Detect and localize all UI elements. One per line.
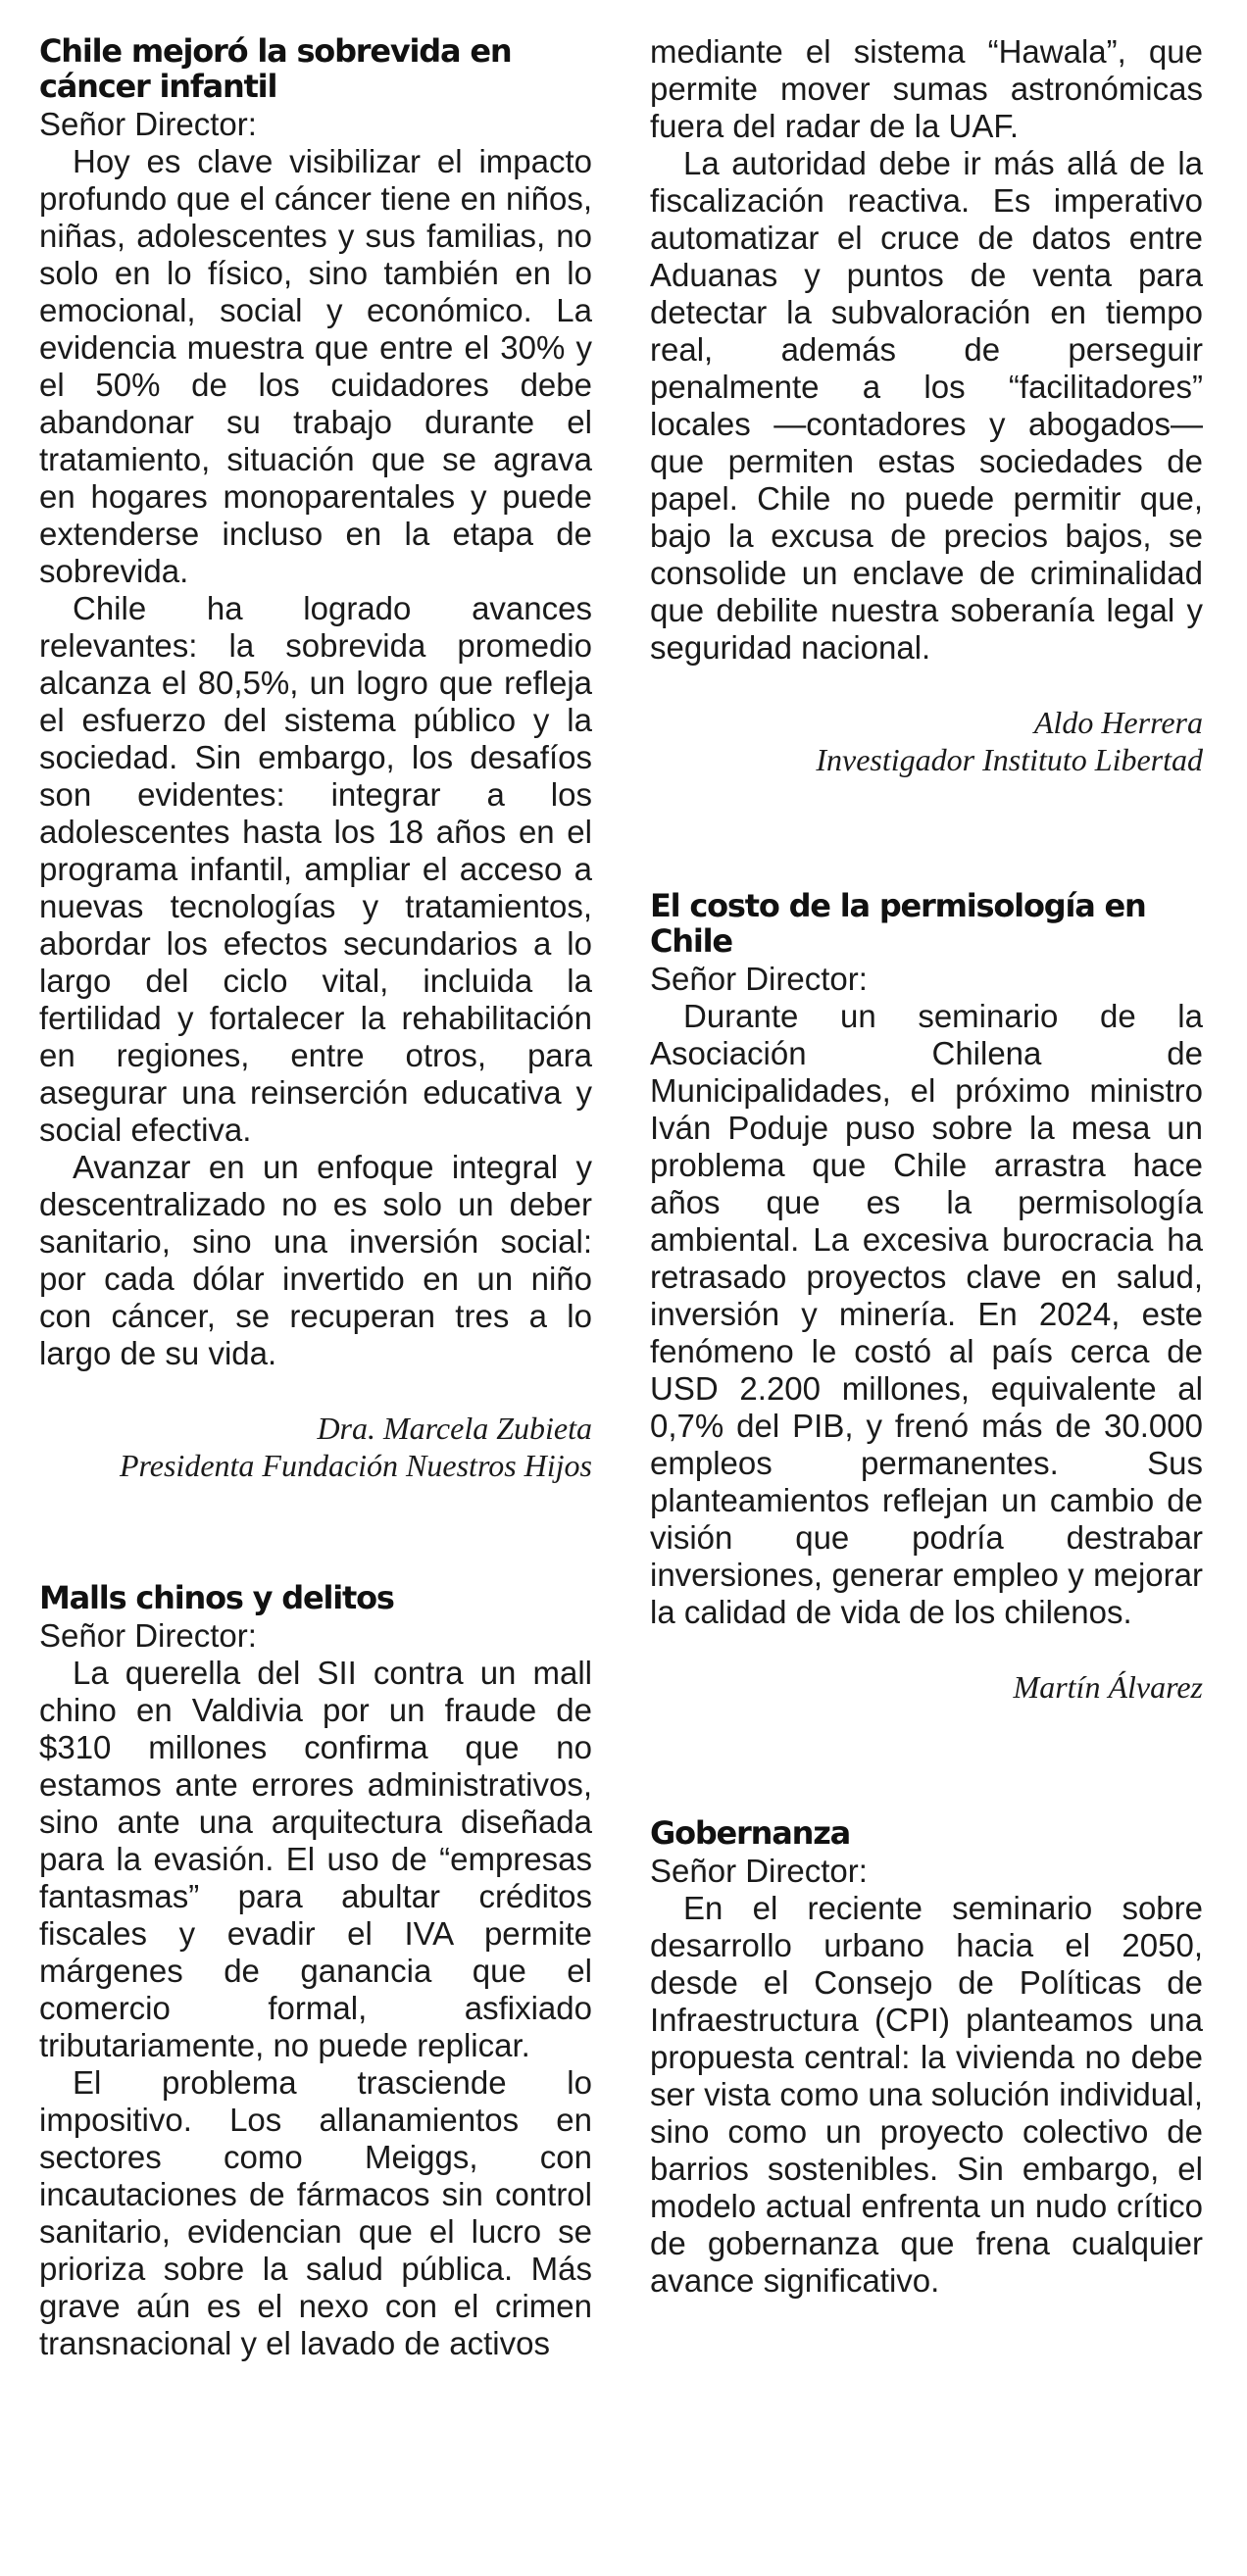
signature-name: Martín Álvarez <box>1013 1669 1203 1705</box>
paragraph: Avanzar en un enfoque integral y descentralizado no es solo un deber sanitario, sino una inversión social: por cada dólar invertido en un niño con cáncer, se recuperan tres a lo largo de su vida. <box>39 1149 592 1371</box>
paragraph: La autoridad debe ir más allá de la fiscalización reactiva. Es imperativo automatizar el cruce de datos entre Aduanas y puntos de venta para detectar la subvaloración en tiempo real, además de perseguir penalmente a los “facilitadores” locales —contadores y abogados— que permiten estas sociedades de papel. Chile no puede permitir que, bajo la excusa de precios bajos, se consolide un enclave de criminalidad que debilite nuestra soberanía legal y seguridad nacional. <box>650 145 1203 666</box>
signature-title: Presidenta Fundación Nuestros Hijos <box>119 1448 592 1483</box>
salutation: Señor Director: <box>650 1853 868 1889</box>
letter-malls-chinos <box>39 1580 592 2362</box>
signature-title: Investigador Instituto Libertad <box>816 742 1203 777</box>
salutation: Señor Director: <box>650 961 868 997</box>
right-column <box>650 33 1203 2300</box>
paragraph: Chile ha logrado avances relevantes: la sobrevida promedio alcanza el 80,5%, un logro que refleja el esfuerzo del sistema público y la sociedad. Sin embargo, los desafíos son evidentes: integrar a los adolescentes hasta los 18 años en el programa infantil, ampliar el acceso a nuevas tecnologías y tratamientos, abordar los efectos secundarios a lo largo del ciclo vital, incluida la fertilidad y fortalecer la rehabilitación en regiones, entre otros, para asegurar una reinserción educativa y social efectiva. <box>39 590 592 1148</box>
signature <box>650 1668 1203 1706</box>
paragraph: El problema trasciende lo impositivo. Los allanamientos en sectores como Meiggs, con incautaciones de fármacos sin control sanitario, evidencian que el lucro se prioriza sobre la salud pública. Más grave aún es el nexo con el crimen transnacional y el lavado de activos <box>39 2064 592 2361</box>
salutation: Señor Director: <box>39 1617 257 1654</box>
signature <box>39 1410 592 1484</box>
paragraph: Hoy es clave visibilizar el impacto profundo que el cáncer tiene en niños, niñas, adolescentes y sus familias, no solo en lo físico, sino también en lo emocional, social y económico. La evidencia muestra que entre el 30% y el 50% de los cuidadores debe abandonar su trabajo durante el tratamiento, situación que se agrava en hogares monoparentales y puede extenderse incluso en la etapa de sobrevida. <box>39 143 592 589</box>
signature <box>650 704 1203 778</box>
letter-permisologia <box>650 888 1203 1706</box>
signature-name: Aldo Herrera <box>1033 705 1203 740</box>
letter-cancer-infantil <box>39 33 592 1484</box>
signature-name: Dra. Marcela Zubieta <box>317 1411 592 1446</box>
letter-malls-chinos-continued <box>650 33 1203 778</box>
headline: Chile mejoró la sobrevida en cáncer infantil <box>39 32 512 105</box>
letter-gobernanza <box>650 1815 1203 2300</box>
left-column <box>39 33 592 2362</box>
headline: Malls chinos y delitos <box>39 1579 394 1616</box>
paragraph: Durante un seminario de la Asociación Chilena de Municipalidades, el próximo ministro Iván Poduje puso sobre la mesa un problema que Chile arrastra hace años que es la permisología ambiental. La excesiva burocracia ha retrasado proyectos clave en salud, inversión y minería. En 2024, este fenómeno le costó al país cerca de USD 2.200 millones, equivalente al 0,7% del PIB, y frenó más de 30.000 empleos permanentes. Sus planteamientos reflejan un cambio de visión que podría destrabar inversiones, generar empleo y mejorar la calidad de vida de los chilenos. <box>650 998 1203 1630</box>
paragraph-continued: mediante el sistema “Hawala”, que permite mover sumas astronómicas fuera del radar de la UAF. <box>650 33 1203 144</box>
headline: El costo de la permisología en Chile <box>650 887 1146 960</box>
salutation: Señor Director: <box>39 106 257 142</box>
paragraph: La querella del SII contra un mall chino en Valdivia por un fraude de $310 millones confirma que no estamos ante errores administrativos, sino ante una arquitectura diseñada para la evasión. El uso de “empresas fantasmas” para abultar créditos fiscales y evadir el IVA permite márgenes de ganancia que el comercio formal, asfixiado tributariamente, no puede replicar. <box>39 1655 592 2063</box>
paragraph: En el reciente seminario sobre desarrollo urbano hacia el 2050, desde el Consejo de Políticas de Infraestructura (CPI) planteamos una propuesta central: la vivienda no debe ser vista como una solución individual, sino como un proyecto colectivo de barrios sostenibles. Sin embargo, el modelo actual enfrenta un nudo crítico de gobernanza que frena cualquier avance significativo. <box>650 1890 1203 2299</box>
headline: Gobernanza <box>650 1814 851 1852</box>
